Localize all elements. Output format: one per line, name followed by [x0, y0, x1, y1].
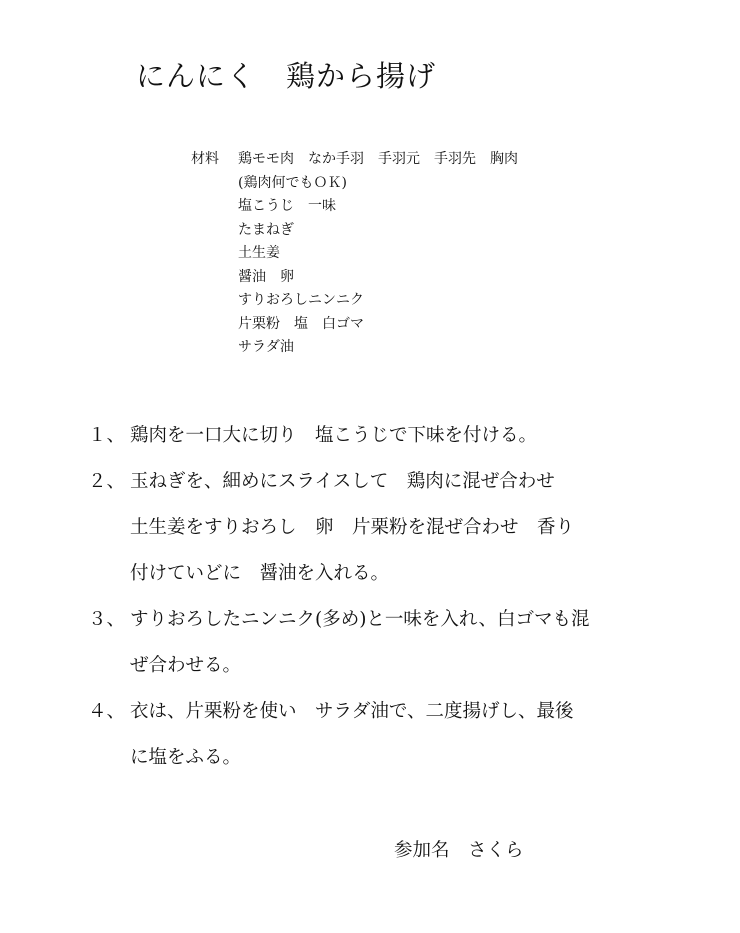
step-number: ２、	[88, 471, 126, 492]
step-row	[88, 689, 688, 735]
step-number: ３、	[88, 609, 126, 630]
participant-signature: 参加名 さくら	[394, 840, 524, 861]
recipe-steps	[88, 413, 688, 781]
step-text: 鶏肉を一口大に切り 塩こうじで下味を付ける。	[130, 425, 538, 446]
step-text: 付けていどに 醤油を入れる。	[130, 563, 390, 584]
step-number: ４、	[88, 701, 126, 722]
step-text: 玉ねぎを、細めにスライスして 鶏肉に混ぜ合わせ	[130, 471, 555, 492]
recipe-title: にんにく 鶏から揚げ	[136, 59, 437, 93]
step-row	[88, 413, 688, 459]
material-item: 鶏モモ肉 なか手羽 手羽元 手羽先 胸肉	[238, 151, 518, 167]
material-item: 片栗粉 塩 白ゴマ	[238, 315, 364, 332]
step-text: ぜ合わせる。	[130, 655, 242, 676]
material-item: 塩こうじ 一味	[238, 198, 336, 214]
step-row	[88, 597, 688, 643]
material-item: 土生姜	[238, 245, 280, 261]
materials-row	[191, 219, 518, 243]
step-row	[88, 735, 688, 781]
step-text: 土生姜をすりおろし 卵 片栗粉を混ぜ合わせ 香り	[130, 517, 575, 538]
material-item: サラダ油	[238, 339, 294, 355]
materials-row	[191, 336, 518, 360]
step-text: に塩をふる。	[130, 747, 242, 768]
material-item: たまねぎ	[238, 221, 294, 238]
step-row	[88, 643, 688, 689]
step-number: １、	[88, 425, 126, 446]
step-row	[88, 459, 688, 505]
material-item: 醤油 卵	[238, 268, 294, 285]
material-item: (鶏肉何でもＯＫ)	[238, 174, 347, 191]
step-text: 衣は、片栗粉を使い サラダ油で、二度揚げし、最後	[130, 701, 574, 722]
materials-row	[191, 313, 518, 337]
materials-row	[191, 266, 518, 290]
materials-list	[191, 148, 518, 360]
materials-row	[191, 172, 518, 196]
step-row	[88, 551, 688, 597]
materials-row	[191, 242, 518, 266]
materials-label: 材料	[191, 151, 219, 167]
step-text: すりおろしたニンニク(多め)と一味を入れ、白ゴマも混	[130, 609, 590, 630]
material-item: すりおろしニンニク	[238, 292, 364, 308]
materials-row	[191, 195, 518, 219]
step-row	[88, 505, 688, 551]
materials-row	[191, 289, 518, 313]
materials-row	[191, 148, 518, 172]
